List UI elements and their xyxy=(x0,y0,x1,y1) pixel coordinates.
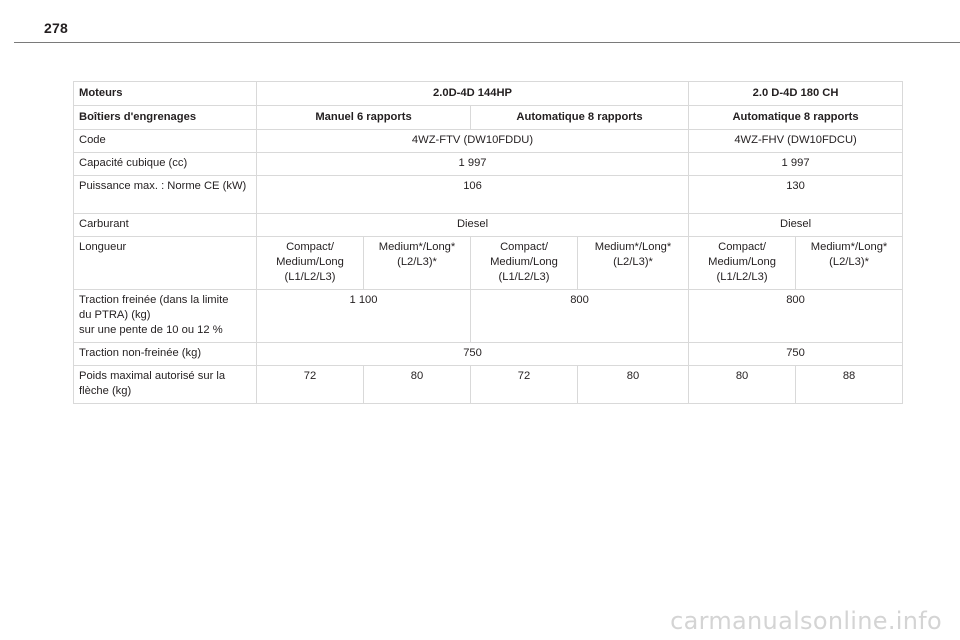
table-row-code xyxy=(74,130,903,153)
cell-length-1: Compact/ Medium/Long (L1/L2/L3) xyxy=(257,237,364,290)
row-label-braked-towing xyxy=(74,290,257,343)
table-row-capacity xyxy=(74,153,903,176)
braked-label-line-3: sur une pente de 10 ou 12 % xyxy=(79,324,223,336)
cell-capacity-1: 1 997 xyxy=(257,153,689,176)
cell-braked-3: 800 xyxy=(689,290,903,343)
table-row-braked-towing xyxy=(74,290,903,343)
cell-axle-1: 72 xyxy=(257,366,364,404)
table-row-unbraked-towing xyxy=(74,343,903,366)
cell-length-2: Medium*/Long* (L2/L3)* xyxy=(364,237,471,290)
gearbox-2-header: Automatique 8 rapports xyxy=(471,106,689,130)
row-label-code: Code xyxy=(74,130,257,153)
row-label-capacity: Capacité cubique (cc) xyxy=(74,153,257,176)
header-rule xyxy=(14,42,960,43)
cell-fuel-1: Diesel xyxy=(257,214,689,237)
row-label-axle-weight: Poids maximal autorisé sur la flèche (kg) xyxy=(74,366,257,404)
table-row-gearboxes xyxy=(74,106,903,130)
table-row-axle-weight xyxy=(74,366,903,404)
cell-axle-6: 88 xyxy=(796,366,903,404)
braked-label-line-1: Traction freinée (dans la limite xyxy=(79,294,229,306)
table-row-engines xyxy=(74,82,903,106)
cell-power-1: 106 xyxy=(257,176,689,214)
engine-1-header: 2.0D-4D 144HP xyxy=(257,82,689,106)
cell-braked-2: 800 xyxy=(471,290,689,343)
row-label-engines: Moteurs xyxy=(74,82,257,106)
cell-braked-1: 1 100 xyxy=(257,290,471,343)
page-number: 278 xyxy=(44,20,68,36)
row-label-fuel: Carburant xyxy=(74,214,257,237)
cell-length-4: Medium*/Long* (L2/L3)* xyxy=(578,237,689,290)
cell-unbraked-1: 750 xyxy=(257,343,689,366)
table-row-length xyxy=(74,237,903,290)
cell-length-5: Compact/ Medium/Long (L1/L2/L3) xyxy=(689,237,796,290)
cell-axle-2: 80 xyxy=(364,366,471,404)
cell-axle-5: 80 xyxy=(689,366,796,404)
cell-axle-4: 80 xyxy=(578,366,689,404)
cell-code-2: 4WZ-FHV (DW10FDCU) xyxy=(689,130,903,153)
cell-code-1: 4WZ-FTV (DW10FDDU) xyxy=(257,130,689,153)
row-label-power: Puissance max. : Norme CE (kW) xyxy=(74,176,257,214)
cell-length-6: Medium*/Long* (L2/L3)* xyxy=(796,237,903,290)
cell-fuel-2: Diesel xyxy=(689,214,903,237)
engine-specs-table xyxy=(73,81,903,404)
cell-capacity-2: 1 997 xyxy=(689,153,903,176)
cell-unbraked-2: 750 xyxy=(689,343,903,366)
row-label-unbraked-towing: Traction non-freinée (kg) xyxy=(74,343,257,366)
table-row-fuel xyxy=(74,214,903,237)
row-label-gearboxes: Boîtiers d'engrenages xyxy=(74,106,257,130)
cell-length-3: Compact/ Medium/Long (L1/L2/L3) xyxy=(471,237,578,290)
watermark-text: carmanualsonline.info xyxy=(670,607,942,635)
gearbox-1-header: Manuel 6 rapports xyxy=(257,106,471,130)
engine-2-header: 2.0 D-4D 180 CH xyxy=(689,82,903,106)
table-row-power xyxy=(74,176,903,214)
gearbox-3-header: Automatique 8 rapports xyxy=(689,106,903,130)
cell-power-2: 130 xyxy=(689,176,903,214)
row-label-length: Longueur xyxy=(74,237,257,290)
cell-axle-3: 72 xyxy=(471,366,578,404)
braked-label-line-2: du PTRA) (kg) xyxy=(79,309,151,321)
